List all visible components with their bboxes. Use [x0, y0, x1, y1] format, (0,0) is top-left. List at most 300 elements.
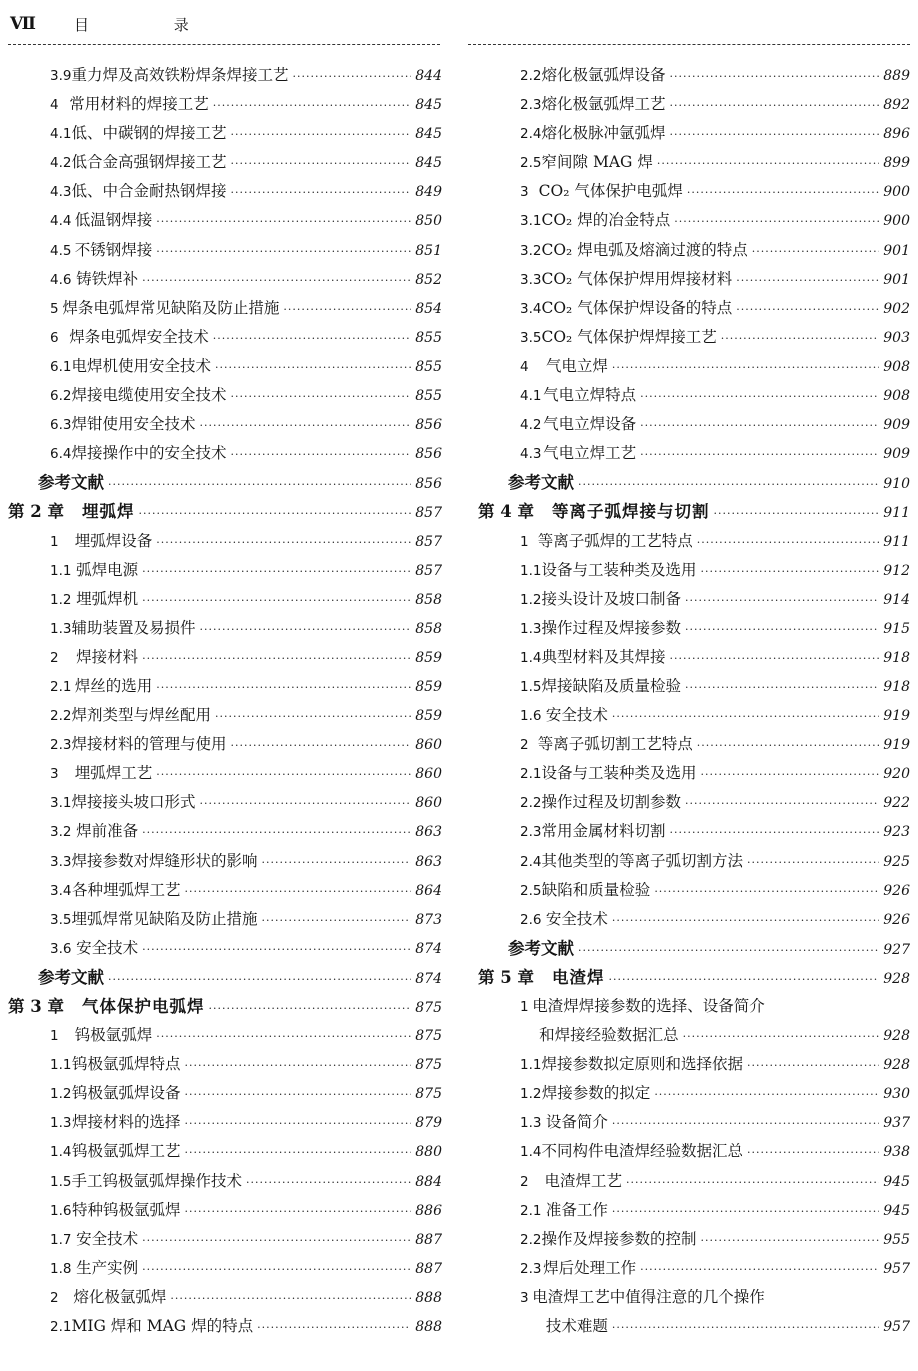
toc-entry[interactable]	[8, 1050, 442, 1079]
section-number: 1.4	[520, 649, 542, 666]
section-title: 熔化极氩弧焊	[73, 1287, 167, 1306]
section-title: 安全技术	[76, 938, 139, 957]
toc-entry[interactable]	[8, 439, 442, 468]
toc-entry[interactable]	[478, 352, 910, 381]
page-number: 859	[415, 678, 442, 695]
section-title: 气体保护电弧焊	[81, 997, 205, 1016]
dot-leader	[156, 1022, 411, 1051]
page-number: 887	[415, 1231, 442, 1248]
section-title: 焊接操作中的安全技术	[71, 444, 227, 463]
toc-entry[interactable]	[478, 788, 910, 817]
toc-entry[interactable]	[8, 1312, 442, 1341]
section-title: 气电立焊设备	[543, 415, 637, 434]
section-title: CO₂ 焊的冶金特点	[541, 211, 671, 230]
section-number: 6.2	[50, 388, 72, 405]
section-title: 操作过程及焊接参数	[541, 618, 681, 637]
toc-entry[interactable]	[8, 614, 442, 643]
section-number: 1.1	[520, 562, 542, 579]
section-number: 1.1	[50, 562, 72, 579]
section-title: 电渣焊工艺	[544, 1171, 623, 1190]
page-number: 918	[883, 678, 910, 695]
toc-entry[interactable]	[478, 730, 910, 759]
header-rule-right	[468, 44, 910, 45]
page-number: 875	[415, 1000, 442, 1016]
section-number: 1.4	[50, 1144, 72, 1161]
toc-entry[interactable]	[8, 817, 442, 846]
dot-leader	[231, 731, 412, 760]
toc-entry[interactable]	[478, 1108, 910, 1137]
dot-leader	[697, 528, 880, 557]
page-number: 880	[415, 1144, 442, 1161]
page-number: 852	[415, 271, 442, 288]
references-entry[interactable]	[8, 468, 442, 497]
toc-entry[interactable]	[8, 672, 442, 701]
toc-entry[interactable]	[8, 206, 442, 235]
section-title: 焊接缺陷及质量检验	[541, 676, 681, 695]
section-title: 焊后处理工作	[543, 1258, 637, 1277]
page-number: 957	[883, 1319, 910, 1336]
section-number: 3.4	[520, 300, 542, 317]
page-number: 902	[883, 300, 910, 317]
dot-leader	[674, 207, 879, 236]
section-number: 1.2	[520, 1086, 542, 1103]
dot-leader	[670, 818, 880, 847]
section-title: 手工钨极氩弧焊操作技术	[71, 1171, 242, 1190]
section-number: 4.6	[50, 271, 72, 288]
page-number: 928	[883, 970, 910, 987]
toc-entry[interactable]	[478, 847, 910, 876]
page-number: 884	[415, 1173, 442, 1190]
toc-entry[interactable]	[8, 643, 442, 672]
toc-entry[interactable]	[478, 61, 910, 90]
page-number: 856	[415, 417, 442, 434]
page-number: 863	[415, 824, 442, 841]
references-entry[interactable]	[478, 934, 910, 963]
dot-leader	[640, 382, 879, 411]
section-title: 钨极氩弧焊工艺	[71, 1142, 181, 1161]
dot-leader	[200, 411, 412, 440]
dot-leader	[608, 965, 879, 994]
toc-entry[interactable]	[8, 1079, 442, 1108]
section-number: 1.1	[520, 1057, 542, 1074]
section-title: 焊接材料的管理与使用	[71, 735, 227, 754]
section-number: 4.3	[520, 446, 542, 463]
section-number: 6.3	[50, 417, 72, 434]
section-title: 熔化极氩弧焊工艺	[541, 95, 666, 114]
section-number: 2.2	[520, 1231, 542, 1248]
section-number: 1.8	[50, 1260, 72, 1277]
section-title: 焊剂类型与焊丝配用	[71, 706, 211, 725]
section-title: 焊接材料	[76, 647, 139, 666]
toc-entry[interactable]	[8, 294, 442, 323]
section-number: 2.1	[520, 766, 542, 783]
section-title: 操作过程及切割参数	[541, 793, 681, 812]
section-number: 2.4	[520, 853, 542, 870]
dot-leader	[215, 702, 411, 731]
page-number: 914	[883, 591, 910, 608]
section-title: 焊丝的选用	[74, 676, 153, 695]
dot-leader	[747, 848, 879, 877]
dot-leader	[184, 877, 411, 906]
section-number: 3.9	[50, 68, 72, 84]
page-number: 860	[415, 795, 442, 812]
dot-leader	[713, 499, 879, 528]
toc-entry[interactable]	[8, 1137, 442, 1166]
toc-entry[interactable]	[478, 90, 910, 119]
dot-leader	[108, 965, 411, 994]
toc-entry[interactable]	[478, 177, 910, 206]
section-title: 焊接电缆使用安全技术	[71, 386, 227, 405]
dot-leader	[612, 1109, 879, 1138]
dot-leader	[612, 906, 879, 935]
section-number: 4.3	[50, 184, 72, 201]
dot-leader	[701, 760, 880, 789]
toc-entry[interactable]	[478, 294, 910, 323]
page-number: 849	[415, 184, 442, 201]
page-number: 926	[883, 882, 910, 899]
dot-leader	[156, 528, 411, 557]
section-title: 设备简介	[545, 1113, 608, 1132]
dot-leader	[213, 91, 412, 120]
toc-entry[interactable]	[8, 1283, 442, 1312]
page-number: 919	[883, 708, 910, 725]
toc-entry[interactable]	[478, 672, 910, 701]
toc-entry[interactable]	[8, 1254, 442, 1283]
section-title: 低、中碳钢的焊接工艺	[71, 124, 227, 143]
dot-leader	[640, 440, 879, 469]
toc-entry[interactable]	[478, 585, 910, 614]
toc-column-left	[8, 61, 442, 1341]
section-title: CO₂ 气体保护焊焊接工艺	[541, 327, 717, 346]
dot-leader	[293, 62, 412, 91]
section-title: 接头设计及坡口制备	[541, 589, 681, 608]
page-number: 901	[883, 242, 910, 259]
toc-entry[interactable]	[478, 614, 910, 643]
dot-leader	[654, 877, 879, 906]
section-title: 参考文献	[38, 473, 104, 493]
page-number: 928	[883, 1028, 910, 1045]
section-title: 气电立焊	[545, 356, 608, 375]
dot-leader	[156, 237, 411, 266]
section-number: 2.2	[520, 68, 542, 84]
section-title: CO₂ 气体保护电弧焊	[538, 182, 683, 201]
toc-entry[interactable]	[8, 759, 442, 788]
page-number: 945	[883, 1173, 910, 1190]
section-title: 典型材料及其焊接	[541, 647, 666, 666]
page-number: 844	[415, 68, 442, 84]
toc-entry[interactable]	[8, 934, 442, 963]
chapter-entry[interactable]	[478, 963, 910, 992]
section-title: 焊接参数对焊缝形状的影响	[71, 851, 258, 870]
section-title: 等离子弧焊接与切割	[551, 502, 710, 522]
page-number: 855	[415, 358, 442, 375]
toc-entry[interactable]	[8, 1196, 442, 1225]
toc-entry[interactable]	[478, 1196, 910, 1225]
dot-leader	[262, 906, 412, 935]
toc-entry[interactable]	[8, 323, 442, 352]
dot-leader	[721, 324, 880, 353]
page-number: 892	[883, 97, 910, 114]
dot-leader	[142, 266, 411, 295]
page-header	[8, 14, 910, 54]
section-title: 技术难题	[545, 1317, 608, 1336]
section-title: 辅助装置及易损件	[71, 618, 196, 637]
page-number: 857	[415, 562, 442, 579]
toc-entry[interactable]	[478, 1225, 910, 1254]
section-number: 2.3	[520, 824, 542, 841]
page-number: 912	[883, 562, 910, 579]
section-number: 3.3	[50, 853, 72, 870]
dot-leader	[184, 1051, 411, 1080]
page-roman-numeral: Ⅶ	[10, 14, 35, 34]
dot-leader	[697, 731, 880, 760]
page-number: 874	[415, 970, 442, 987]
toc-entry[interactable]	[478, 1021, 910, 1050]
section-number: 3.2	[50, 824, 72, 841]
toc-entry[interactable]	[8, 265, 442, 294]
toc-entry[interactable]	[8, 177, 442, 206]
section-number: 6.4	[50, 446, 72, 463]
toc-entry[interactable]	[8, 61, 442, 90]
page-number: 899	[883, 155, 910, 172]
dot-leader	[200, 789, 412, 818]
section-number: 1.2	[50, 1086, 72, 1103]
page-number: 938	[883, 1144, 910, 1161]
toc-entry[interactable]	[478, 236, 910, 265]
section-title: 各种埋弧焊工艺	[71, 880, 181, 899]
chapter-entry[interactable]	[8, 992, 442, 1021]
section-number: 3.2	[520, 242, 542, 259]
section-title: 埋弧焊机	[76, 589, 139, 608]
toc-entry[interactable]	[8, 847, 442, 876]
toc-entry[interactable]	[478, 643, 910, 672]
section-number: 1.5	[50, 1173, 72, 1190]
dot-leader	[257, 1313, 411, 1342]
section-title: 重力焊及高效铁粉焊条焊接工艺	[71, 66, 289, 84]
toc-entry[interactable]	[478, 527, 910, 556]
dot-leader	[231, 178, 412, 207]
page-number: 896	[883, 126, 910, 143]
section-title: 钨极氩弧焊设备	[71, 1084, 181, 1103]
toc-entry[interactable]	[478, 265, 910, 294]
toc-entry[interactable]	[8, 1225, 442, 1254]
toc-entry[interactable]	[478, 1167, 910, 1196]
toc-entry[interactable]	[478, 817, 910, 846]
section-number: 4.1	[520, 388, 542, 405]
page-number: 857	[415, 533, 442, 550]
section-number: 2.2	[520, 795, 542, 812]
toc-entry[interactable]	[8, 730, 442, 759]
section-title: CO₂ 气体保护焊用焊接材料	[541, 269, 733, 288]
page-number: 858	[415, 620, 442, 637]
section-number: 1.2	[50, 591, 72, 608]
dot-leader	[231, 382, 412, 411]
page-number: 860	[415, 737, 442, 754]
section-number: 1.3	[50, 1115, 72, 1132]
toc-entry[interactable]	[8, 381, 442, 410]
toc-entry[interactable]	[8, 1021, 442, 1050]
section-title: 埋弧焊	[81, 502, 135, 522]
dot-leader	[640, 411, 879, 440]
page-number: 910	[883, 476, 910, 493]
section-title: 焊条电弧焊安全技术	[69, 327, 209, 346]
dot-leader	[142, 1226, 411, 1255]
section-number: 3.4	[50, 882, 72, 899]
toc-entry[interactable]	[8, 527, 442, 556]
toc-entry[interactable]	[8, 352, 442, 381]
dot-leader	[184, 1080, 411, 1109]
section-title: 不同构件电渣焊经验数据汇总	[541, 1142, 743, 1161]
toc-entry[interactable]	[8, 585, 442, 614]
page-number: 909	[883, 417, 910, 434]
toc-entry[interactable]	[478, 876, 910, 905]
page-number: 850	[415, 213, 442, 230]
section-title: 焊接参数拟定原则和选择依据	[541, 1055, 743, 1074]
toc-entry[interactable]	[8, 410, 442, 439]
toc-entry[interactable]	[478, 992, 910, 1021]
section-number: 1.1	[50, 1057, 72, 1074]
page-number: 875	[415, 1028, 442, 1045]
section-number: 2	[520, 1173, 529, 1190]
dot-leader	[701, 1226, 880, 1255]
section-number: 2.6	[520, 911, 542, 928]
section-title: 参考文献	[508, 938, 574, 958]
section-number: 4.2	[520, 417, 542, 434]
page-number: 855	[415, 329, 442, 346]
toc-entry[interactable]	[8, 119, 442, 148]
section-title: 参考文献	[508, 473, 574, 493]
dot-leader	[578, 470, 879, 499]
section-number: 6	[50, 329, 59, 346]
dot-leader	[747, 1138, 879, 1167]
toc-entry[interactable]	[478, 759, 910, 788]
dot-leader	[208, 994, 411, 1023]
toc-entry[interactable]	[478, 148, 910, 177]
page-number: 888	[415, 1319, 442, 1336]
toc-entry[interactable]	[8, 1167, 442, 1196]
dot-leader	[231, 120, 412, 149]
toc-entry[interactable]	[478, 556, 910, 585]
page-number: 928	[883, 1057, 910, 1074]
page-number: 923	[883, 824, 910, 841]
page-number: 888	[415, 1289, 442, 1306]
chapter-entry[interactable]	[8, 497, 442, 526]
toc-entry[interactable]	[478, 905, 910, 934]
section-title: 等离子弧焊的工艺特点	[537, 531, 693, 550]
toc-entry[interactable]	[478, 410, 910, 439]
section-title: 焊前准备	[76, 822, 139, 841]
section-number: 1.6	[50, 1202, 72, 1219]
toc-entry[interactable]	[478, 323, 910, 352]
toc-entry[interactable]	[478, 1312, 910, 1341]
toc-entry[interactable]	[478, 381, 910, 410]
dot-leader	[108, 470, 411, 499]
section-title: CO₂ 焊电弧及熔滴过渡的特点	[541, 240, 748, 259]
toc-entry[interactable]	[478, 206, 910, 235]
toc-entry[interactable]	[8, 701, 442, 730]
dot-leader	[184, 1138, 411, 1167]
page-number: 887	[415, 1260, 442, 1277]
toc-entry[interactable]	[478, 439, 910, 468]
toc-entry[interactable]	[478, 1137, 910, 1166]
toc-entry[interactable]	[478, 1254, 910, 1283]
toc-entry[interactable]	[478, 701, 910, 730]
page-number: 845	[415, 126, 442, 143]
dot-leader	[142, 818, 411, 847]
section-title: 特种钨极氩弧焊	[71, 1200, 181, 1219]
dot-leader	[138, 499, 411, 528]
toc-entry[interactable]	[8, 90, 442, 119]
dot-leader	[670, 62, 880, 91]
chapter-entry[interactable]	[478, 497, 910, 526]
section-number: 3.5	[520, 329, 542, 346]
page-number: 927	[883, 941, 910, 958]
page-title: 目 录	[74, 16, 229, 34]
section-number: 1.3	[50, 620, 72, 637]
references-entry[interactable]	[478, 468, 910, 497]
toc-entry[interactable]	[8, 236, 442, 265]
section-number: 3	[520, 184, 529, 201]
dot-leader	[612, 1313, 879, 1342]
section-number: 2.4	[520, 126, 542, 143]
toc-entry[interactable]	[8, 556, 442, 585]
section-number: 4.1	[50, 126, 72, 143]
page-number: 886	[415, 1202, 442, 1219]
section-title: 常用金属材料切割	[541, 822, 666, 841]
section-number: 1	[50, 1028, 59, 1045]
section-title: 埋弧焊工艺	[74, 764, 153, 783]
section-title: 焊钳使用安全技术	[71, 415, 196, 434]
page-number: 860	[415, 766, 442, 783]
toc-entry[interactable]	[8, 1108, 442, 1137]
toc-entry[interactable]	[478, 1050, 910, 1079]
section-title: 低、中合金耐热钢焊接	[71, 182, 227, 201]
dot-leader	[142, 935, 411, 964]
section-number: 6.1	[50, 358, 72, 375]
section-title: 不锈钢焊接	[74, 240, 153, 259]
section-title: 焊条电弧焊常见缺陷及防止措施	[62, 298, 280, 317]
page-number: 915	[883, 620, 910, 637]
page-number: 856	[415, 476, 442, 493]
page-number: 859	[415, 708, 442, 725]
section-number: 第 3 章	[8, 997, 64, 1016]
toc-entry[interactable]	[478, 119, 910, 148]
references-entry[interactable]	[8, 963, 442, 992]
section-title: 弧焊电源	[76, 560, 139, 579]
dot-leader	[747, 1051, 879, 1080]
section-title: 准备工作	[545, 1200, 608, 1219]
toc-entry[interactable]	[8, 148, 442, 177]
section-title: 焊接参数的拟定	[541, 1084, 651, 1103]
dot-leader	[670, 91, 880, 120]
dot-leader	[736, 295, 879, 324]
toc-entry[interactable]	[478, 1283, 910, 1312]
toc-entry[interactable]	[8, 905, 442, 934]
page-number: 911	[883, 533, 910, 550]
page-number: 874	[415, 940, 442, 957]
toc-entry[interactable]	[8, 788, 442, 817]
section-title: 熔化极氩弧焊设备	[541, 66, 666, 84]
section-number: 3.6	[50, 940, 72, 957]
toc-entry[interactable]	[478, 1079, 910, 1108]
section-title: 电渣焊焊接参数的选择、设备简介	[532, 997, 765, 1015]
section-number: 1.7	[50, 1231, 72, 1248]
section-number: 2.1	[50, 678, 72, 695]
dot-leader	[246, 1168, 411, 1197]
section-number: 2.3	[50, 737, 72, 754]
page-number: 845	[415, 155, 442, 172]
toc-entry[interactable]	[8, 876, 442, 905]
